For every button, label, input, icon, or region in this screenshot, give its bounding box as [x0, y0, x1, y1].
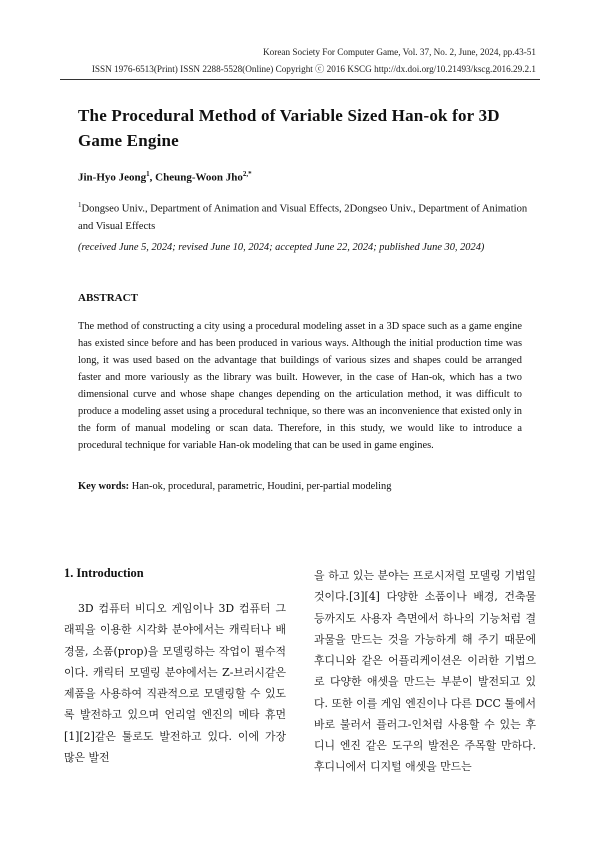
author-list — [78, 170, 252, 184]
abstract-heading: ABSTRACT — [78, 292, 138, 304]
paper-title: The Procedural Method of Variable Sized Han-ok for 3D Game Engine — [78, 106, 500, 150]
keywords — [78, 481, 522, 492]
author-superscript: 2,* — [242, 170, 252, 178]
affiliation-text: Dongseo Univ., Department of Animation and Visual Effects, 2Dongseo Univ., Department of Animation and Visual Effects — [78, 203, 528, 232]
body-column-right: 을 하고 있는 분야는 프로시저럴 모델링 기법일 것이다.[3][4] 다양한 소품이나 배경, 건축물 등까지도 사용자 측면에서 하나의 기능처럼 결과물을 만드는 것을 가능하게 해 주기 때문에 후디니와 같은 어플리케이션은 이러한 기법으로 다양한 애셋을 만드는 부분이 발전되고 있다. 또한 이를 게임 엔진이나 다른 DCC 툴에서 바로 불러서 플러그-인처럼 사용할 수 있는 후디니 엔진 같은 도구의 발전은 주목할 만하다. 후디니에서 디지털 애셋을 만드는 — [314, 569, 536, 774]
body-column-left: 3D 컴퓨터 비디오 게임이나 3D 컴퓨터 그래픽을 이용한 시각화 분야에서는 캐릭터나 배경물, 소품(prop)을 모델링하는 작업이 필수적이다. 캐릭터 모델링 분야에서는 Z-브러시같은 제품을 사용하여 직관적으로 모델링할 수 있도록 발전하고 있으며 언리얼 엔진의 메타 휴먼[1][2]같은 툴로도 발전하고 있다. 이에 가장 많은 발전 — [64, 602, 286, 764]
publication-dates: (received June 5, 2024; revised June 10, 2024; accepted June 22, 2024; published June 30, 2024) — [78, 242, 485, 253]
keywords-label: Key words: — [78, 481, 130, 492]
affiliation — [78, 197, 538, 235]
affiliation-superscript: 1 — [78, 201, 82, 209]
author-superscript: 1 — [146, 170, 150, 178]
journal-header-line: Korean Society For Computer Game, Vol. 37, No. 2, June, 2024, pp.43-51 — [263, 47, 536, 57]
author-name: Cheung-Woon Jho — [155, 171, 243, 184]
keywords-text: Han-ok, procedural, parametric, Houdini, per-partial modeling — [129, 481, 392, 492]
issn-copyright-line: ISSN 1976-6513(Print) ISSN 2288-5528(Online) Copyright ⓒ 2016 KSCG http://dx.doi.org/10.21493/kscg.2016.29.2.1 — [91, 64, 536, 74]
author-name: Jin-Hyo Jeong — [78, 171, 147, 184]
abstract-body: The method of constructing a city using a procedural modeling asset in a 3D space such as a game engine has existed since before and has been produced in various ways. Although the initial production time was long, it was used based on the advantage that buildings of various sizes and shapes could be arranged faster and more variously as the library was built. However, in the case of Han-ok, which has a two dimensional curve and whose shape changes depending on the articulation method, it was difficult to produce a modeling asset using a procedural technique, so there was an inconvenience that existed only in the form of manual modeling or scan data. Therefore, in this study, we would like to introduce a procedural technique for variable Han-ok modeling that can be used in game engines. — [78, 321, 522, 452]
header-divider — [60, 79, 540, 80]
section-heading: 1. Introduction — [64, 566, 144, 580]
author-separator: , — [149, 171, 156, 184]
